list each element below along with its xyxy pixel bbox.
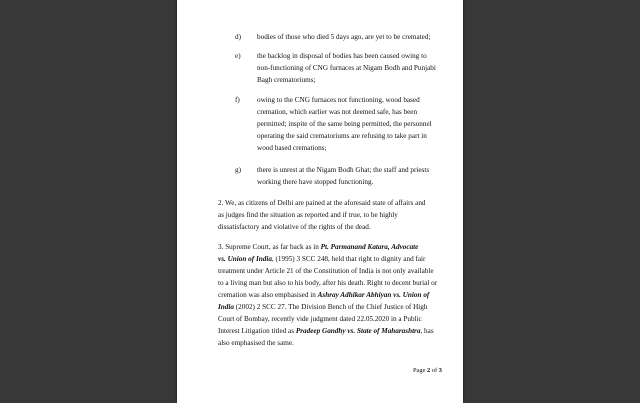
case-name-katara-cont: vs. Union of India [218,255,272,263]
item-g-line-1: there is unrest at the Nigam Bodh Ghat; the staff and priests [257,166,430,174]
item-d-line-1: bodies of those who died 5 days ago, are yet to be cremated; [257,33,431,41]
para3-line-1-text: 3. Supreme Court, as far back as in [218,243,321,251]
item-d-label: d) [235,33,241,41]
page-number-prefix: Page [413,367,428,374]
para3-line-1 [218,243,418,252]
case-name-katara: Pt. Parmanand Katara, Advocate [320,243,419,251]
para3-line-7: Court of Bombay, recently vide judgment dated 22.05.2020 in a Public [218,315,422,323]
para2-line-1: 2. We, as citizens of Delhi are pained at the aforesaid state of affairs and [218,199,426,207]
para3-line-6-text: (2002) 2 SCC 27. The Division Bench of the Chief Justice of High [233,303,428,311]
para3-line-5 [218,291,429,300]
para3-line-4: to a living man but also to his body, after his death. Right to decent burial or [218,279,438,287]
page-number-total: 3 [438,367,442,374]
item-g-line-2: working there have stopped functioning. [257,178,374,186]
para3-line-9: also emphasised the same. [218,339,294,347]
page-number [413,367,442,374]
item-f-line-3: permitted; inspite of the same being permitted, the personnel [257,120,432,128]
case-name-gandhy: Pradeep Gandhy vs. State of Maharashtra [295,327,421,335]
page-number-of: of [430,367,439,374]
para3-line-2-text: , (1995) 3 SCC 248, held that right to dignity and fair [271,255,426,263]
para2-line-3: dissatisfactory and violative of the rights of the dead. [218,223,371,231]
item-e-line-2: non-functioning of CNG furnaces at Nigam Bodh and Punjabi [257,64,436,72]
para2-line-2: as judges find the situation as reported and if true, to be highly [218,211,398,219]
document-page [177,0,463,403]
para3-line-3: treatment under Article 21 of the Constitution of India is not only available [218,267,434,275]
para3-line-8 [218,327,434,336]
item-f-line-5: wood based cremations; [257,144,327,152]
item-f-line-2: cremation, which earlier was not deemed safe, has been [257,108,418,116]
para3-line-2 [218,255,425,264]
item-e-label: e) [235,52,241,60]
item-g-label: g) [235,166,241,174]
item-f-line-4: operating the said crematoriums are refusing to take part in [257,132,427,140]
para3-line-6 [218,303,428,312]
para3-line-8-text: Interest Litigation titled as [218,327,296,335]
page-number-current: 2 [427,367,431,374]
case-name-ashray-cont: India [218,303,234,311]
item-e-line-1: the backlog in disposal of bodies has been caused owing to [257,52,427,60]
para3-line-5-text: cremation was also emphasised in [218,291,318,299]
item-f-line-1: owing to the CNG furnaces not functioning, wood based [257,96,420,104]
para3-line-8-end: , has [420,327,434,335]
item-e-line-3: Bagh crematoriums; [257,76,316,84]
item-f-label: f) [235,96,240,104]
case-name-ashray: Ashray Adhikar Abhiyan vs. Union of [317,291,430,299]
